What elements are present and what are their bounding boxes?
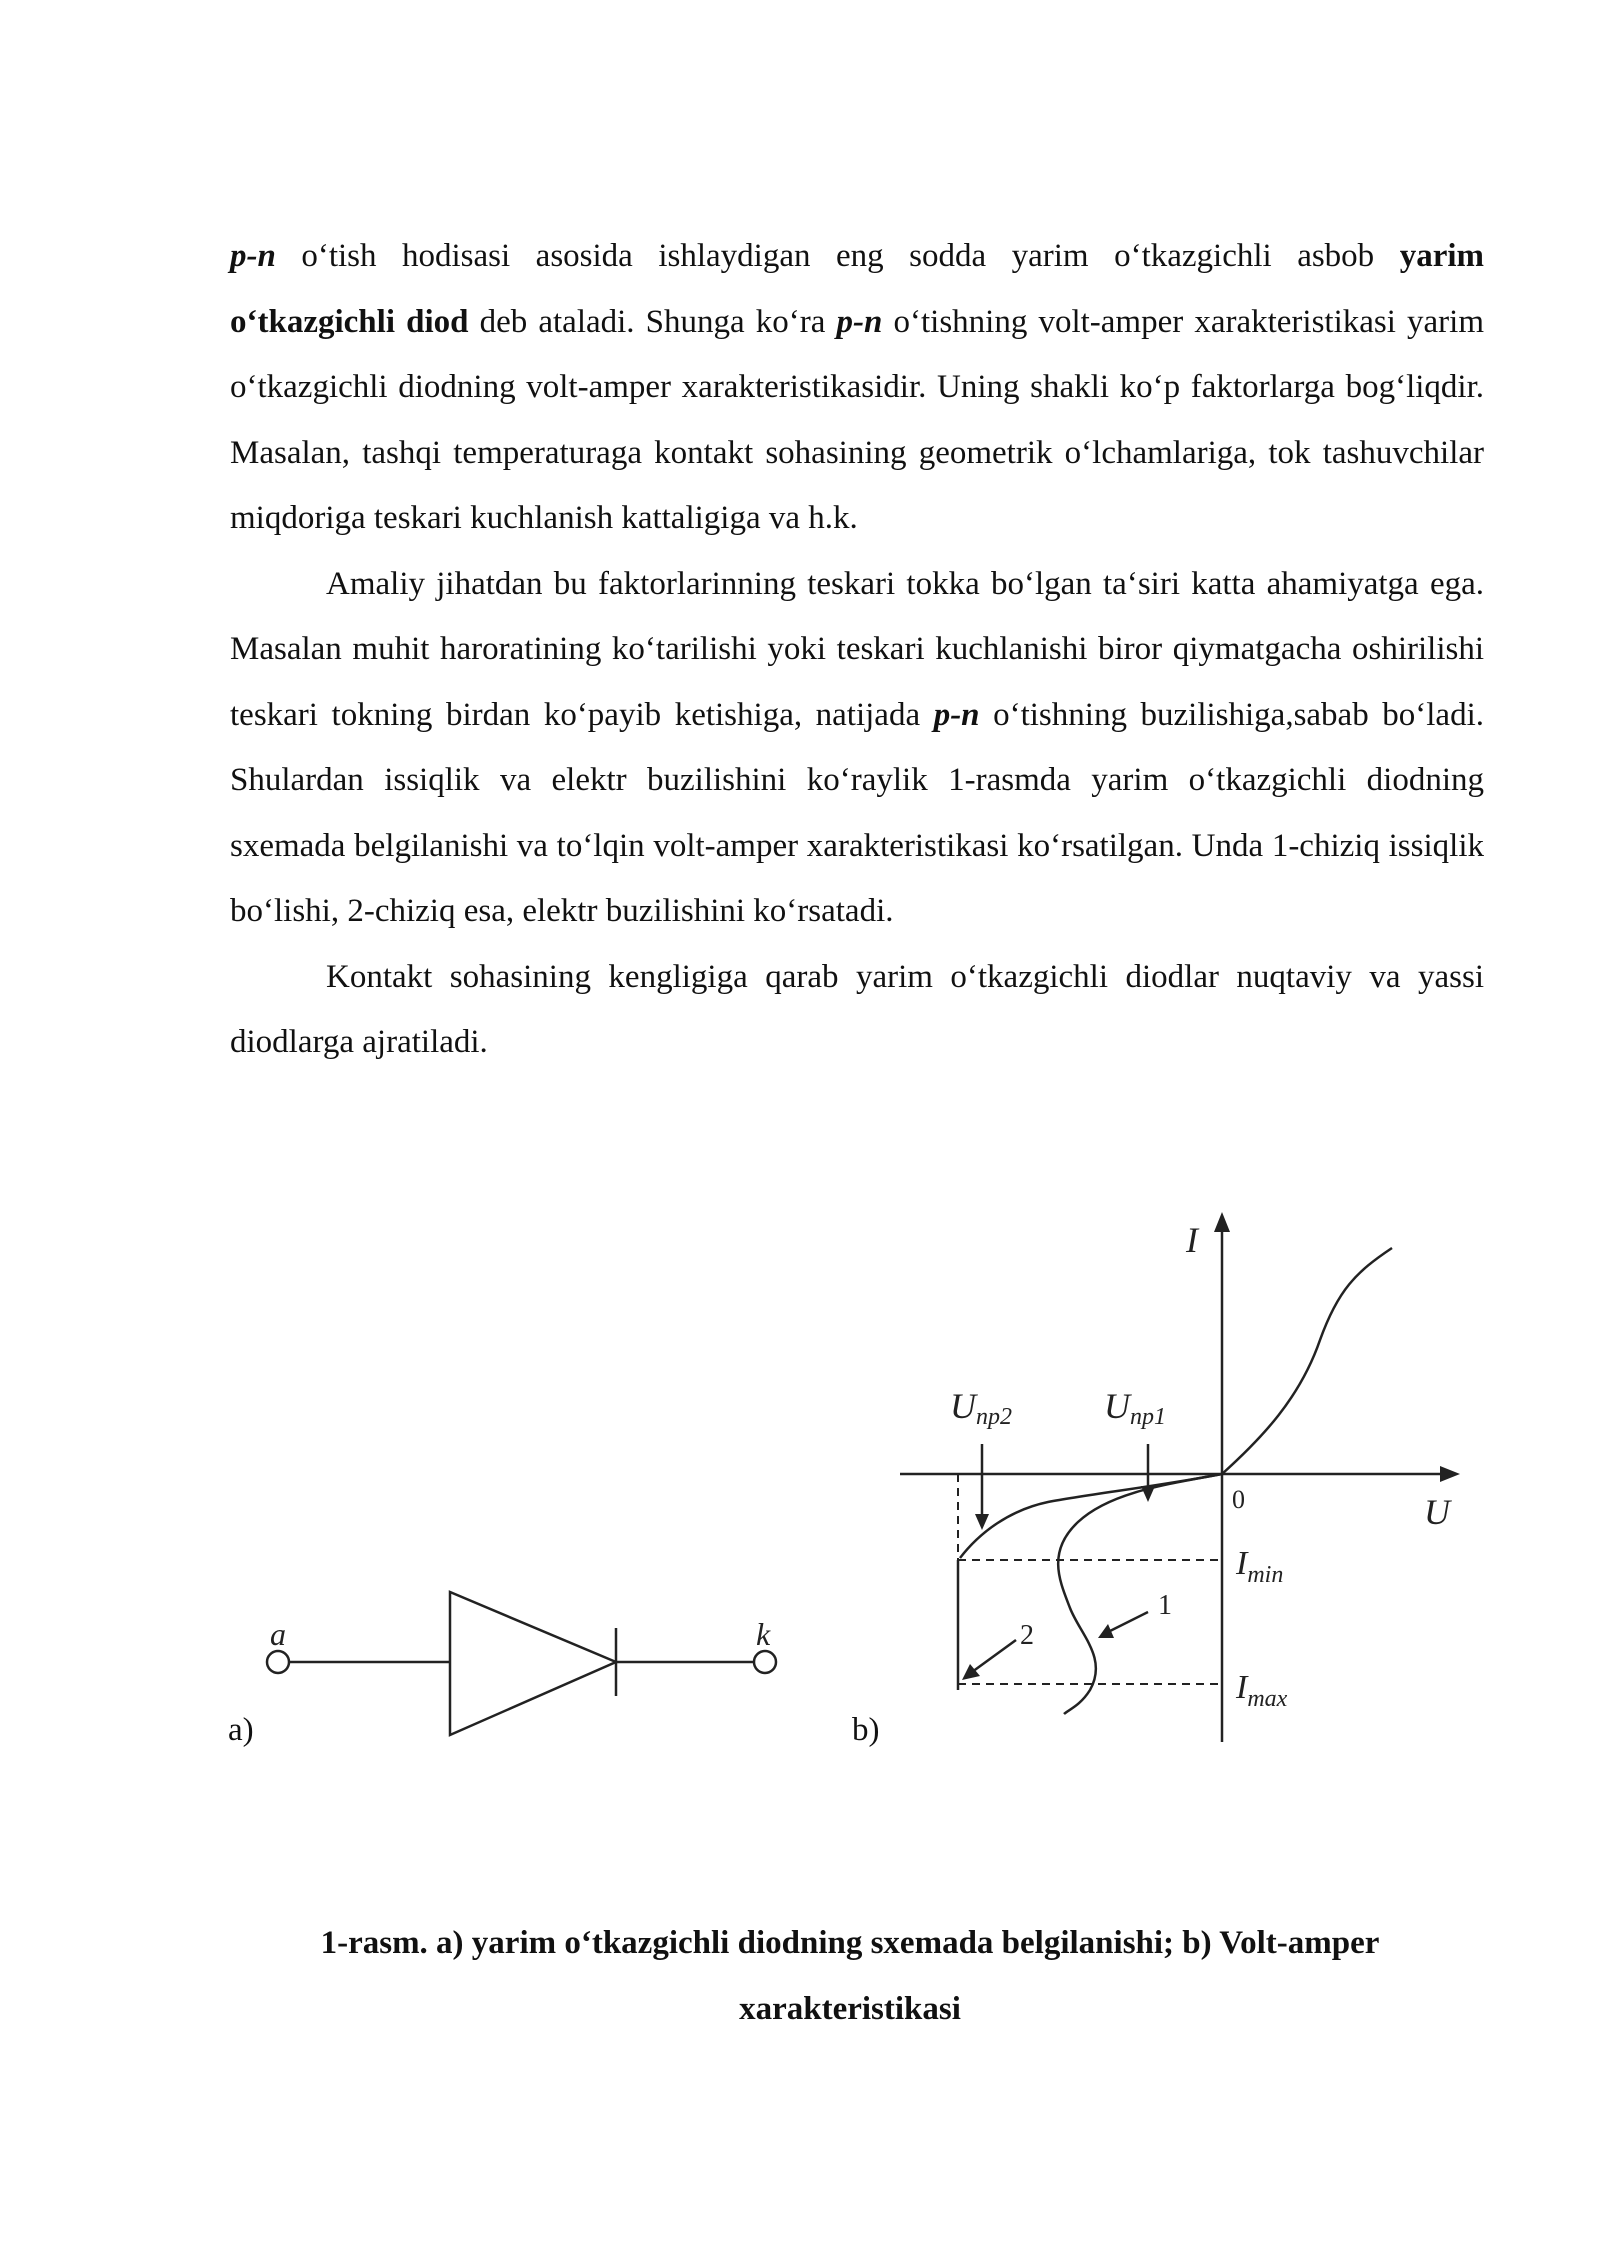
- unp2-arrowhead: [975, 1514, 989, 1530]
- paragraph-2-text-1: Amaliy jihatdan bu faktorlarinning teskari tokka bo‘lgan ta‘siri katta ahamiyatga ega. Masalan muhit haroratining ko‘tarilishi yoki teskari kuchlanishi biror qiymatgacha oshirilishi teskari tokning birdan ko‘payib ketishiga, natijada: [230, 565, 1484, 733]
- arrowheads: [962, 1212, 1460, 1680]
- origin-label: 0: [1232, 1485, 1245, 1514]
- paragraph-2-text-2: o‘tishning buzilishiga,sabab bo‘ladi. Shulardan issiqlik va elektr buzilishini ko‘raylik 1-rasmda yarim o‘tkazgichli diodning sxemada belgilanishi va to‘lqin volt-amper xarakteristikasi ko‘rsatilgan. Unda 1-chiziq issiqlik bo‘lishi, 2-chiziq esa, elektr buzilishini ko‘rsatadi.: [230, 696, 1485, 929]
- paragraph-1-text-2: deb ataladi. Shunga ko‘ra: [468, 303, 837, 340]
- caption-line-2: xarakteristikasi: [739, 1991, 961, 2027]
- paragraph-3: [230, 945, 1484, 1076]
- body-text: [230, 224, 1484, 1076]
- curve-1-pointer: [1108, 1612, 1148, 1632]
- paragraph-3-text: Kontakt sohasining kengligiga qarab yarim o‘tkazgichli diodlar nuqtaviy va yassi diodlarga ajratiladi.: [230, 958, 1484, 1060]
- diode-triangle: [450, 1592, 616, 1735]
- figure-caption: [220, 1910, 1480, 2042]
- figure-a-label: a): [228, 1712, 254, 1748]
- imin-label: $I_{min}$: [1236, 1545, 1284, 1588]
- paragraph-1-text-3: o‘tishning volt-amper xarakteristikasi yarim o‘tkazgichli diodning volt-amper xarakteristikasidir. Uning shakli ko‘p faktorlarga bog‘liqdir. Masalan, tashqi temperaturaga kontakt sohasining geometrik o‘lchamlariga, tok tashuvchilar miqdoriga teskari kuchlanish kattaligiga va h.k.: [230, 303, 1485, 536]
- anode-terminal: [267, 1651, 289, 1673]
- unp1-label: Unp1: [1104, 1386, 1166, 1430]
- imax-label: $I_{max}$: [1236, 1669, 1288, 1712]
- term-pn-2: p-n: [836, 303, 883, 340]
- i-axis-arrowhead: [1214, 1212, 1230, 1232]
- curve-1-arrowhead: [1098, 1624, 1114, 1638]
- unp1-arrowhead: [1141, 1486, 1155, 1502]
- u-axis-label: U: [1424, 1492, 1450, 1532]
- paragraph-1: [230, 224, 1484, 552]
- term-diode: yarim o‘tkazgichli diod: [230, 238, 1484, 340]
- curve-1: [1058, 1474, 1222, 1714]
- diode-symbol: [267, 1592, 776, 1735]
- unp2-label: Unp2: [950, 1386, 1012, 1430]
- curve-2: [960, 1474, 1222, 1558]
- term-pn-3: p-n: [933, 696, 980, 733]
- forward-curve: [1222, 1248, 1392, 1474]
- vac-graph: [900, 1230, 1440, 1742]
- i-axis-label: I: [1186, 1220, 1198, 1260]
- anode-label: a: [270, 1616, 286, 1652]
- guide-lines: [958, 1474, 1222, 1684]
- cathode-label: k: [756, 1616, 771, 1652]
- curve-2-arrowhead: [962, 1664, 980, 1680]
- cathode-terminal: [754, 1651, 776, 1673]
- paragraph-1-text-1: o‘tish hodisasi asosida ishlaydigan eng sodda yarim o‘tkazgichli asbob: [275, 238, 1400, 274]
- figure-b-label: b): [852, 1712, 880, 1748]
- curve-1-label: 1: [1158, 1590, 1172, 1621]
- term-pn: p-n: [230, 238, 276, 274]
- curve-2-label: 2: [1020, 1620, 1034, 1651]
- curve-2-pointer: [972, 1640, 1016, 1672]
- u-axis-arrowhead: [1440, 1466, 1460, 1482]
- paragraph-2: [230, 552, 1484, 945]
- caption-line-1: 1-rasm. a) yarim o‘tkazgichli diodning sxemada belgilanishi; b) Volt-amper: [320, 1925, 1380, 1961]
